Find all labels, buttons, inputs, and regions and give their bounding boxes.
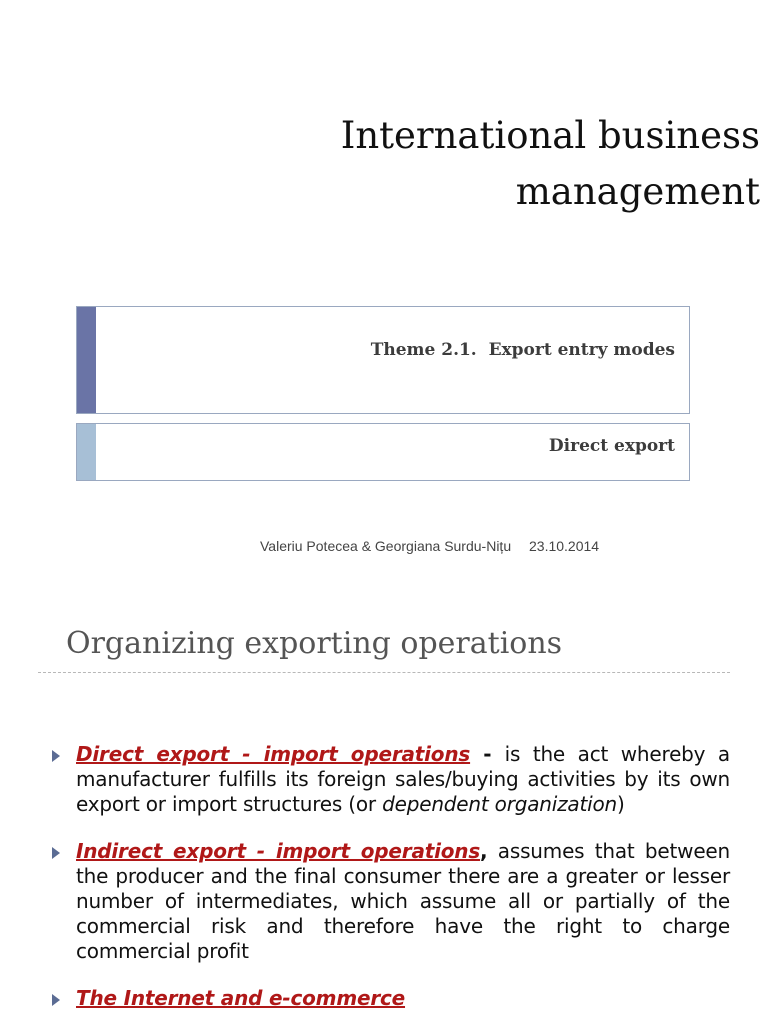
bullet-arrow-icon [52,994,60,1006]
title-line-1: International business [340,114,760,157]
bullet-list [52,742,730,1024]
title-divider [38,672,730,673]
subtheme-label: Direct export [548,436,675,456]
bullet-arrow-icon [52,750,60,762]
theme-accent-bar [77,307,96,413]
term-separator: - [470,742,505,766]
bullet-indirect-export [52,839,730,964]
bullet-text [76,986,730,1011]
term-separator: , [480,839,488,863]
title-line-2: management [515,170,760,213]
term-direct-export[interactable]: Direct export - import operations [76,742,471,766]
term-indirect-export[interactable]: Indirect export - import operations [76,839,481,863]
content-slide [0,600,768,1024]
slide-title: Organizing exporting operations [66,626,563,661]
bullet-text [76,742,730,817]
definition-text: assumes that between the producer and the final consumer there are a greater or lesser number of intermediates, which assume all or partially of the commercial risk and therefore have the right to charge commercial profit [76,839,730,963]
theme-box [76,306,690,414]
term-internet-ecommerce[interactable]: The Internet and e-commerce [76,986,406,1010]
bullet-arrow-icon [52,847,60,859]
closing-paren: ) [616,792,625,816]
bullet-internet-ecommerce [52,986,730,1011]
definition-text: is the act whereby a manufacturer fulfills its foreign sales/buying activities by its own export or import structures (or [76,742,730,816]
presentation-title [160,108,760,220]
dependent-organization-text: dependent organization [382,792,617,816]
subtheme-accent-bar [77,424,96,480]
bullet-text [76,839,730,964]
theme-label: Theme 2.1. Export entry modes [370,340,675,360]
presentation-date: 23.10.2014 [529,538,600,554]
authors-names: Valeriu Potecea & Georgiana Surdu-Nițu [260,538,512,554]
subtheme-box [76,423,690,481]
authors-line [260,538,599,554]
bullet-direct-export [52,742,730,817]
